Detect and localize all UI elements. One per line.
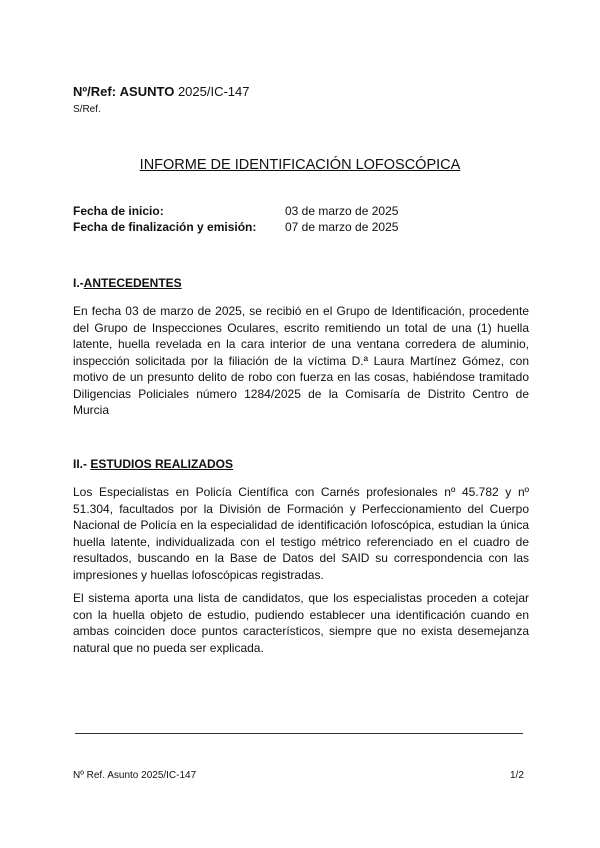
section-number: I.- (73, 276, 84, 290)
start-date-value: 03 de marzo de 2025 (285, 204, 399, 218)
start-date-label: Fecha de inicio: (73, 204, 164, 218)
estudios-paragraph-2: El sistema aporta una lista de candidatos, que los especialistas proceden a cotejar con la huella objeto de estudio, pudiendo establecer una identificación cuando en ambas coinciden doce puntos característicos, siempre que no exista desemejanza natural que no pueda ser explicada. (73, 591, 529, 655)
start-date-row (73, 203, 398, 219)
section-title: ANTECEDENTES (83, 276, 182, 290)
reference-line (73, 84, 250, 99)
antecedentes-paragraph: En fecha 03 de marzo de 2025, se recibió en el Grupo de Identificación, procedente del Grupo de Inspecciones Oculares, escrito remitiendo un total de una (1) huella latente, huella revelada en la cara interior de una ventana corredera de aluminio, inspección solicitada por la filiación de la víctima D.ª Laura Martínez Gómez, con motivo de un presunto delito de robo con fuerza en las cosas, habiéndose tramitado Diligencias Policiales número 1284/2025 de la Comisaría de Distrito Centro de Murcia (73, 304, 529, 417)
asunto-label: ASUNTO (119, 84, 175, 99)
estudios-paragraph-1: Los Especialistas en Policía Científica con Carnés profesionales nº 45.782 y nº 51.304, facultados por la División de Formación y Perfeccionamiento del Cuerpo Nacional de Policía en la especialidad de identificación lofoscópica, estudian la única huella latente, individualizada con el testigo métrico referenciado en el cuadro de resultados, buscando en la Base de Datos del SAID su correspondencia con las impresiones y huellas lofoscópicas registradas. (73, 485, 529, 582)
section-heading-antecedentes (73, 276, 182, 290)
section-heading-estudios (73, 457, 233, 471)
section-title: ESTUDIOS REALIZADOS (90, 457, 234, 471)
asunto-value: 2025/IC-147 (177, 84, 250, 99)
document-title: INFORME DE IDENTIFICACIÓN LOFOSCÓPICA (139, 157, 461, 173)
sref-label: S/Ref. (73, 104, 101, 115)
end-date-row (73, 219, 398, 235)
dates-block (73, 203, 398, 235)
footer-divider (75, 733, 523, 734)
end-date-label: Fecha de finalización y emisión: (73, 220, 257, 234)
end-date-value: 07 de marzo de 2025 (285, 220, 399, 234)
page-number: 1/2 (510, 770, 524, 781)
section-number: II.- (73, 457, 87, 471)
ref-label: Nº/Ref: (73, 84, 117, 99)
footer-reference: Nº Ref. Asunto 2025/IC-147 (73, 770, 197, 781)
